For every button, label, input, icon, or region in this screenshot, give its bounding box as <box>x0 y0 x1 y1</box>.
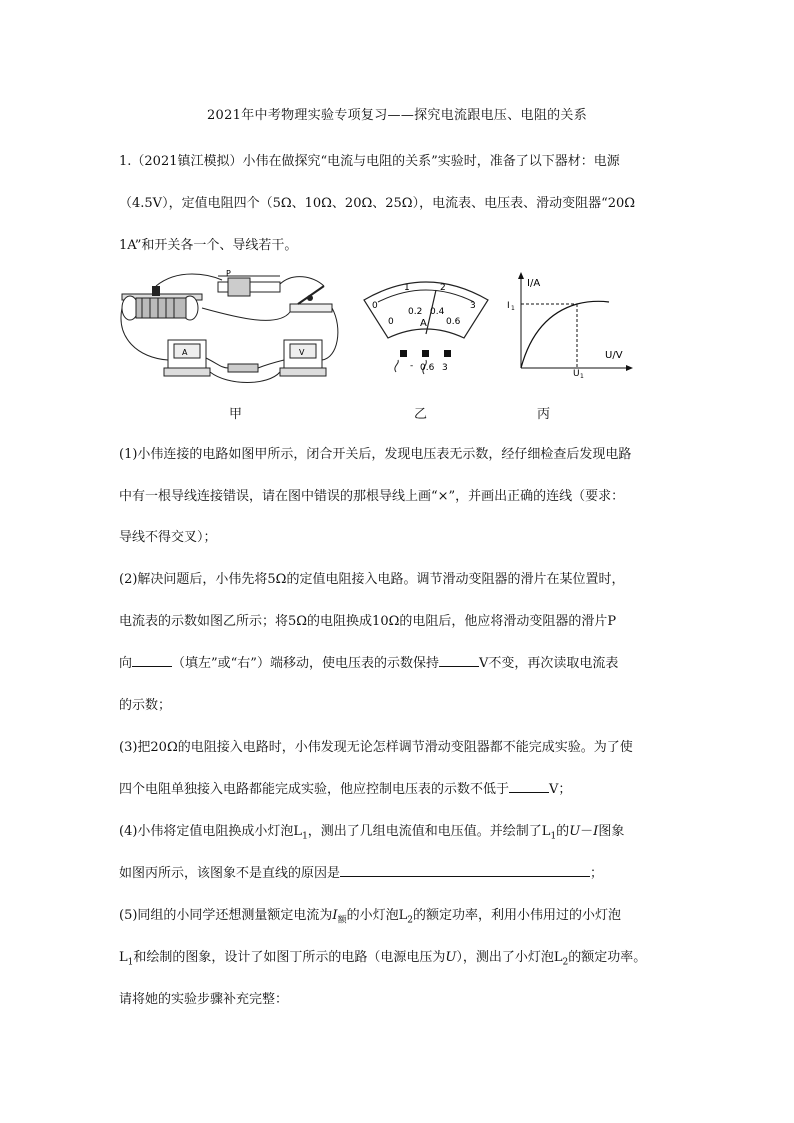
q4-text-g: ； <box>590 866 604 881</box>
q5-line-3: 请将她的实验步骤补充完整： <box>119 992 289 1007</box>
question-1-intro-line-3: 1A”和开关各一个、导线若干。 <box>119 238 298 253</box>
q5-text-f: ），测出了小灯泡L <box>456 950 563 965</box>
q2-text-c: V不变，再次读取电流表 <box>478 656 619 671</box>
figure-yi-ammeter <box>352 268 500 378</box>
q4-line-1 <box>119 820 624 842</box>
q4-text-d: － <box>580 824 594 839</box>
q5-sub-e: 额 <box>337 915 347 926</box>
q5-italic-u: U <box>445 950 457 965</box>
q5-text-a: (5)同组的小同学还想测量额定电流为 <box>119 908 333 923</box>
ammeter-unit: A <box>420 318 427 329</box>
graph-xmark-sub: 1 <box>580 373 584 378</box>
q4-italic-i: I <box>593 824 599 839</box>
q2-line-2: 电流表的示数如图乙所示；将5Ω的电阻换成10Ω的电阻后，他应将滑动变阻器的滑片P <box>119 614 617 629</box>
q5-text-g: 的额定功率。 <box>568 950 647 965</box>
scale-top-2: 2 <box>440 283 446 293</box>
q3-text-b: V； <box>549 782 572 797</box>
terminal-label-3: 3 <box>442 363 448 373</box>
q4-line-2 <box>119 862 603 881</box>
terminal-label-neg: - <box>410 361 414 371</box>
q5-italic-i: I <box>332 908 338 923</box>
iu-curve <box>521 301 609 368</box>
voltmeter-device-icon <box>280 340 326 376</box>
q5-text-c: 的额定功率，利用小伟用过的小灯泡 <box>412 908 621 923</box>
figure-bing-graph <box>505 268 635 378</box>
q4-text-b: ，测出了几组电流值和电压值。并绘制了L <box>307 824 551 839</box>
q3-line-2 <box>119 778 571 797</box>
scale-top-0: 0 <box>372 301 378 311</box>
scale-bottom-0-2: 0.2 <box>408 307 423 317</box>
graph-ymark-sub: 1 <box>511 305 515 312</box>
q5-sub-2: 2 <box>407 915 413 926</box>
q1-line-3: 导线不得交叉）； <box>119 530 217 545</box>
figure-label-yi: 乙 <box>414 407 428 422</box>
q2-line-4: 的示数； <box>119 698 172 713</box>
q2-blank-direction[interactable] <box>132 654 172 667</box>
q5-sub-1: 1 <box>127 957 134 968</box>
q2-blank-voltage[interactable] <box>439 654 479 667</box>
q5-text-e: 和绘制的图象，设计了如图丁所示的电路（电源电压为 <box>133 950 446 965</box>
svg-text:P: P <box>226 269 231 278</box>
terminal-3-icon <box>444 350 451 357</box>
q4-text-a: (4)小伟将定值电阻换成小灯泡L <box>119 824 303 839</box>
q2-line-1: (2)解决问题后，小伟先将5Ω的定值电阻接入电路。调节滑动变阻器的滑片在某位置时， <box>119 572 625 587</box>
rheostat-icon <box>218 269 280 296</box>
q4-italic-u: U <box>569 824 581 839</box>
question-1-intro-line-1: 1.（2021镇江模拟）小伟在做探究“电流与电阻的关系”实验时，准备了以下器材：电源 <box>119 154 620 169</box>
scale-bottom-0-6: 0.6 <box>446 317 461 327</box>
scale-top-3: 3 <box>470 301 476 311</box>
terminal-label-0-6: 0.6 <box>420 363 435 373</box>
q5-line-1 <box>119 904 621 926</box>
graph-xlabel: U/V <box>605 350 623 361</box>
q4-blank-reason[interactable] <box>340 864 590 877</box>
figure-label-bing: 丙 <box>537 407 551 422</box>
battery-icon <box>122 286 202 320</box>
question-1-intro-line-2: （4.5V），定值电阻四个（5Ω、10Ω、20Ω、25Ω），电流表、电压表、滑动变阻器“20Ω <box>119 196 636 211</box>
q2-text-b: （填左”或“右”）端移动，使电压表的示数保持 <box>172 656 439 671</box>
q2-text-a: 向 <box>119 656 133 671</box>
figure-jia-circuit <box>118 268 348 388</box>
page-title: 2021年中考物理实验专项复习——探究电流跟电压、电阻的关系 <box>206 108 588 123</box>
q4-sub-1: 1 <box>302 831 308 842</box>
graph-xmark: U <box>573 369 580 378</box>
ammeter-device-icon <box>164 340 210 376</box>
figure-label-jia: 甲 <box>229 407 243 422</box>
q4-text-e: 图象 <box>598 824 625 839</box>
scale-bottom-0-4: 0.4 <box>430 307 445 317</box>
q5-sub-3: 2 <box>562 957 569 968</box>
q3-blank-voltage[interactable] <box>509 780 549 793</box>
voltmeter-letter: V <box>299 348 305 357</box>
switch-icon <box>290 286 332 312</box>
q4-sub-2: 1 <box>550 831 557 842</box>
graph-ylabel: I/A <box>527 278 541 289</box>
q5-text-b: 的小灯泡L <box>346 908 408 923</box>
terminal-neg-icon <box>400 350 407 357</box>
scale-bottom-0: 0 <box>388 317 394 327</box>
q1-line-2: 中有一根导线连接错误，请在图中错误的那根导线上画“×”，并画出正确的连线（要求： <box>119 489 625 504</box>
q5-text-d: L <box>119 950 128 965</box>
q5-line-2 <box>119 946 646 968</box>
resistor-icon <box>228 364 258 372</box>
q4-text-c: 的 <box>556 824 570 839</box>
q3-text-a: 四个电阻单独接入电路都能完成实验，他应控制电压表的示数不低于 <box>119 782 510 797</box>
ammeter-letter: A <box>182 348 188 357</box>
q4-text-f: 如图丙所示，该图象不是直线的原因是 <box>119 866 341 881</box>
q3-line-1: (3)把20Ω的电阻接入电路时，小伟发现无论怎样调节滑动变阻器都不能完成实验。为了使 <box>119 740 633 755</box>
scale-top-1: 1 <box>404 283 410 293</box>
terminal-0-6-icon <box>422 350 429 357</box>
q2-line-3 <box>119 652 618 671</box>
q1-line-1: (1)小伟连接的电路如图甲所示，闭合开关后，发现电压表无示数，经仔细检查后发现电路 <box>119 447 632 462</box>
graph-ymark: I <box>507 301 510 311</box>
